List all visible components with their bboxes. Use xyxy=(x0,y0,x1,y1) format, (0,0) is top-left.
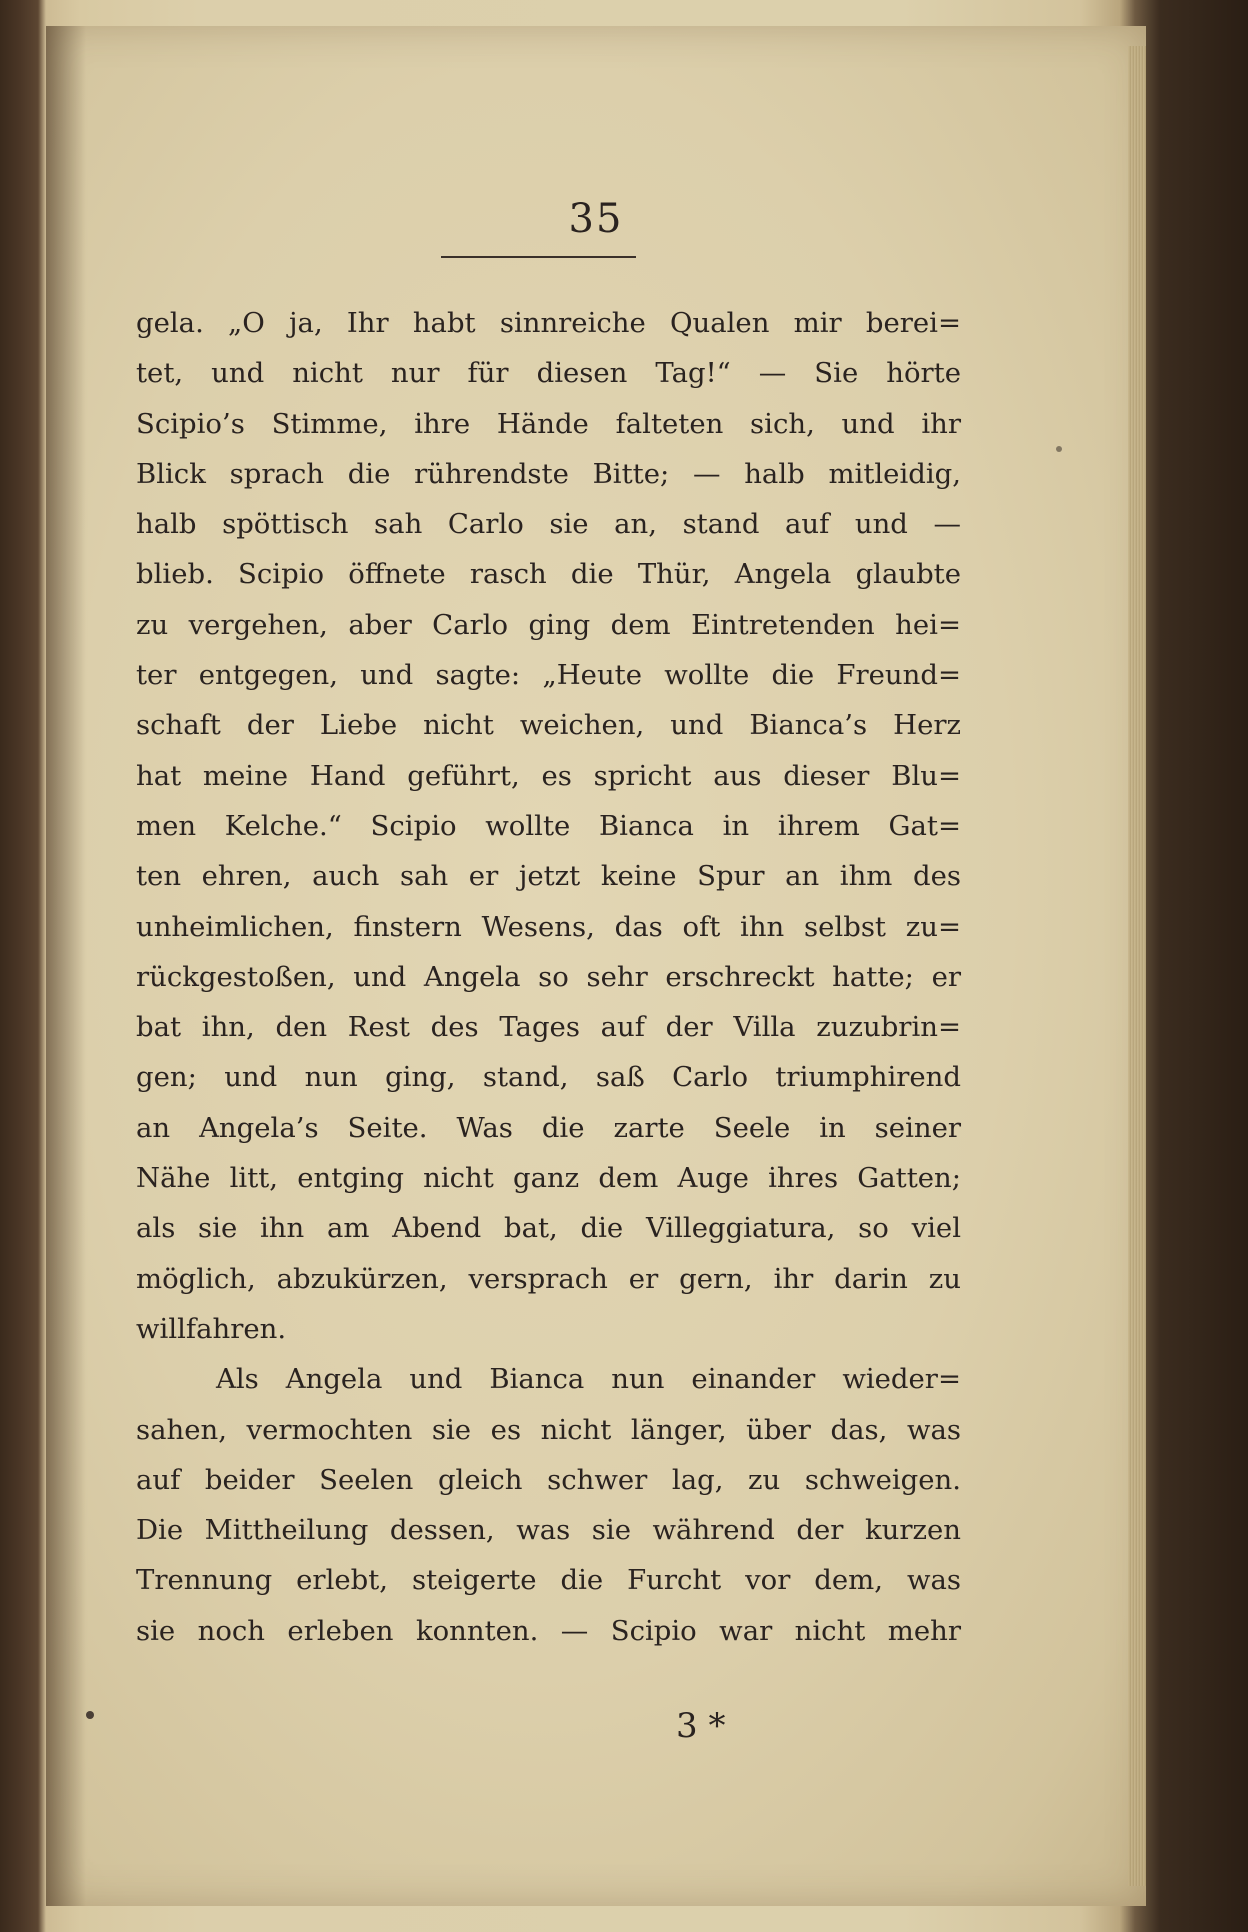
text-line: ter entgegen, und sagte: „Heute wollte die Freund= xyxy=(136,659,961,692)
page-number: 35 xyxy=(568,196,624,242)
text-line: Blick sprach die rührendste Bitte; — halb mitleidig, xyxy=(136,457,961,490)
page-gutter-shadow xyxy=(46,26,86,1906)
text-line: willfahren. xyxy=(136,1312,287,1345)
text-line: zu vergehen, aber Carlo ging dem Eintretenden hei= xyxy=(136,608,961,641)
ink-speck xyxy=(1056,446,1062,452)
text-line: Nähe litt, entging nicht ganz dem Auge ihres Gatten; xyxy=(136,1162,961,1195)
text-line: möglich, abzukürzen, versprach er gern, ihr darin zu xyxy=(136,1262,961,1295)
signature-mark: 3 * xyxy=(676,1706,726,1746)
text-line: bat ihn, den Rest des Tages auf der Villa zuzubrin= xyxy=(136,1011,961,1044)
text-line: gen; und nun ging, stand, saß Carlo triumphirend xyxy=(136,1061,961,1094)
text-line: gela. „O ja, Ihr habt sinnreiche Qualen mir berei= xyxy=(136,307,961,339)
text-line: Scipio’s Stimme, ihre Hände falteten sich, und ihr xyxy=(136,407,961,440)
body-text xyxy=(136,298,961,1656)
text-line: als sie ihn am Abend bat, die Villeggiatura, so viel xyxy=(136,1212,961,1245)
page-edges xyxy=(1128,46,1146,1886)
text-line: tet, und nicht nur für diesen Tag!“ — Sie hörte xyxy=(136,357,961,390)
header-rule xyxy=(441,256,636,258)
text-line: Die Mittheilung dessen, was sie während der kurzen xyxy=(136,1514,961,1547)
ink-speck xyxy=(86,1711,94,1719)
text-line: an Angela’s Seite. Was die zarte Seele in seiner xyxy=(136,1111,961,1144)
book-page xyxy=(46,26,1146,1906)
text-line: halb spöttisch sah Carlo sie an, stand auf und — xyxy=(136,508,961,541)
text-line: hat meine Hand geführt, es spricht aus dieser Blu= xyxy=(136,759,961,792)
text-line: rückgestoßen, und Angela so sehr erschreckt hatte; er xyxy=(136,960,961,993)
text-line: unheimlichen, finstern Wesens, das oft ihn selbst zu= xyxy=(136,910,961,943)
text-line: schaft der Liebe nicht weichen, und Bianca’s Herz xyxy=(136,709,961,742)
text-line: Trennung erlebt, steigerte die Furcht vor dem, was xyxy=(136,1564,961,1597)
text-line: blieb. Scipio öffnete rasch die Thür, Angela glaubte xyxy=(136,558,961,591)
text-line: ten ehren, auch sah er jetzt keine Spur an ihm des xyxy=(136,860,961,893)
text-line: Als Angela und Bianca nun einander wieder= xyxy=(216,1363,961,1396)
text-line: sahen, vermochten sie es nicht länger, über das, was xyxy=(136,1413,961,1446)
text-line: sie noch erleben konnten. — Scipio war nicht mehr xyxy=(136,1614,961,1647)
text-line: auf beider Seelen gleich schwer lag, zu schweigen. xyxy=(136,1463,961,1496)
text-line: men Kelche.“ Scipio wollte Bianca in ihrem Gat= xyxy=(136,809,961,842)
